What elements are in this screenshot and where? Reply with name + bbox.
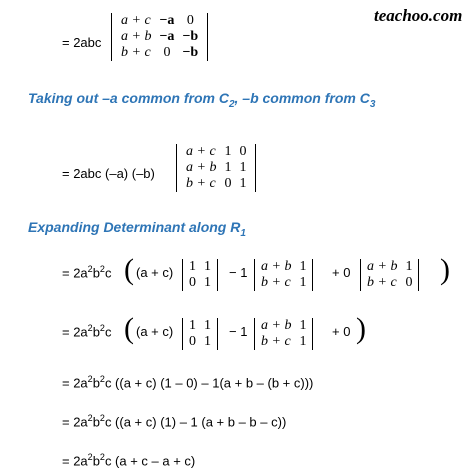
minor-2: [254, 259, 313, 291]
minor-cell: 1: [299, 334, 307, 349]
minor-cell: b + c: [261, 334, 291, 349]
det1-cell: −b: [182, 45, 199, 60]
det1-cell: −a: [159, 29, 175, 44]
line3-plus: + 0: [332, 265, 351, 280]
line4-factor: (a + c): [136, 324, 174, 339]
minor-cell: 1: [299, 318, 307, 333]
determinant-1: [111, 13, 208, 61]
open-paren: (: [124, 312, 134, 345]
det1-cell: 0: [163, 45, 171, 60]
line4-prefix: = $2a^2b^2c$: [62, 323, 112, 340]
det2-cell: 0: [224, 176, 232, 191]
det1-cell: b + c: [121, 45, 151, 60]
minor-cell: 1: [189, 259, 196, 274]
line7: = $2a^2b^2c$ (a + c – a + c): [62, 452, 196, 469]
minor-1: [182, 259, 218, 291]
line4-plus: + 0: [332, 324, 351, 339]
close-paren: ): [356, 312, 366, 345]
line3-minus: − 1: [229, 265, 248, 280]
det2-cell: 1: [224, 160, 232, 175]
brand-logo: teachoo.com: [374, 6, 463, 25]
det2-cell: a + c: [186, 144, 216, 159]
det2-cell: 0: [239, 144, 247, 159]
minor-cell: 1: [204, 275, 211, 290]
det2-cell: 1: [239, 160, 247, 175]
minor-cell: 0: [405, 275, 413, 290]
line6: = $2a^2b^2c$ ((a + c) (1) – 1 (a + b – b – c)): [62, 413, 287, 430]
line3-prefix: = $2a^2b^2c$: [62, 264, 112, 281]
close-paren: ): [440, 253, 450, 286]
minor-1: [182, 318, 218, 350]
minor-cell: a + b: [261, 259, 292, 274]
minor-cell: 0: [189, 334, 196, 349]
minor-cell: b + c: [261, 275, 291, 290]
minor-cell: a + b: [367, 259, 398, 274]
minor-cell: 1: [405, 259, 413, 274]
line2-prefix: = 2abc (–a) (–b): [62, 166, 155, 181]
minor-cell: 0: [189, 275, 196, 290]
determinant-2: [176, 144, 256, 192]
minor-cell: 1: [299, 259, 307, 274]
minor-2: [254, 318, 313, 350]
line5: = $2a^2b^2c$ ((a + c) (1 – 0) – 1(a + b – (b + c))): [62, 374, 314, 391]
minor-cell: 1: [204, 334, 211, 349]
det2-cell: 1: [239, 176, 247, 191]
det2-cell: 1: [224, 144, 232, 159]
line4-minus: − 1: [229, 324, 248, 339]
minor-cell: b + c: [367, 275, 397, 290]
det1-cell: −a: [159, 13, 175, 28]
det2-cell: a + b: [186, 160, 217, 175]
open-paren: (: [124, 253, 134, 286]
minor-cell: 1: [204, 259, 211, 274]
line3-factor: (a + c): [136, 265, 174, 280]
det1-cell: 0: [186, 13, 194, 28]
det1-cell: a + c: [121, 13, 151, 28]
det2-cell: b + c: [186, 176, 216, 191]
minor-cell: 1: [299, 275, 307, 290]
minor-3: [360, 259, 419, 291]
heading-expanding: Expanding Determinant along $R_1$: [28, 219, 246, 239]
minor-cell: 1: [189, 318, 196, 333]
det1-cell: a + b: [121, 29, 152, 44]
line1-prefix: = 2abc: [62, 35, 102, 50]
det1-cell: −b: [182, 29, 199, 44]
heading-taking-out: Taking out –a common from $C_2$, –b common from $C_3$: [28, 90, 376, 110]
minor-cell: 1: [204, 318, 211, 333]
minor-cell: a + b: [261, 318, 292, 333]
